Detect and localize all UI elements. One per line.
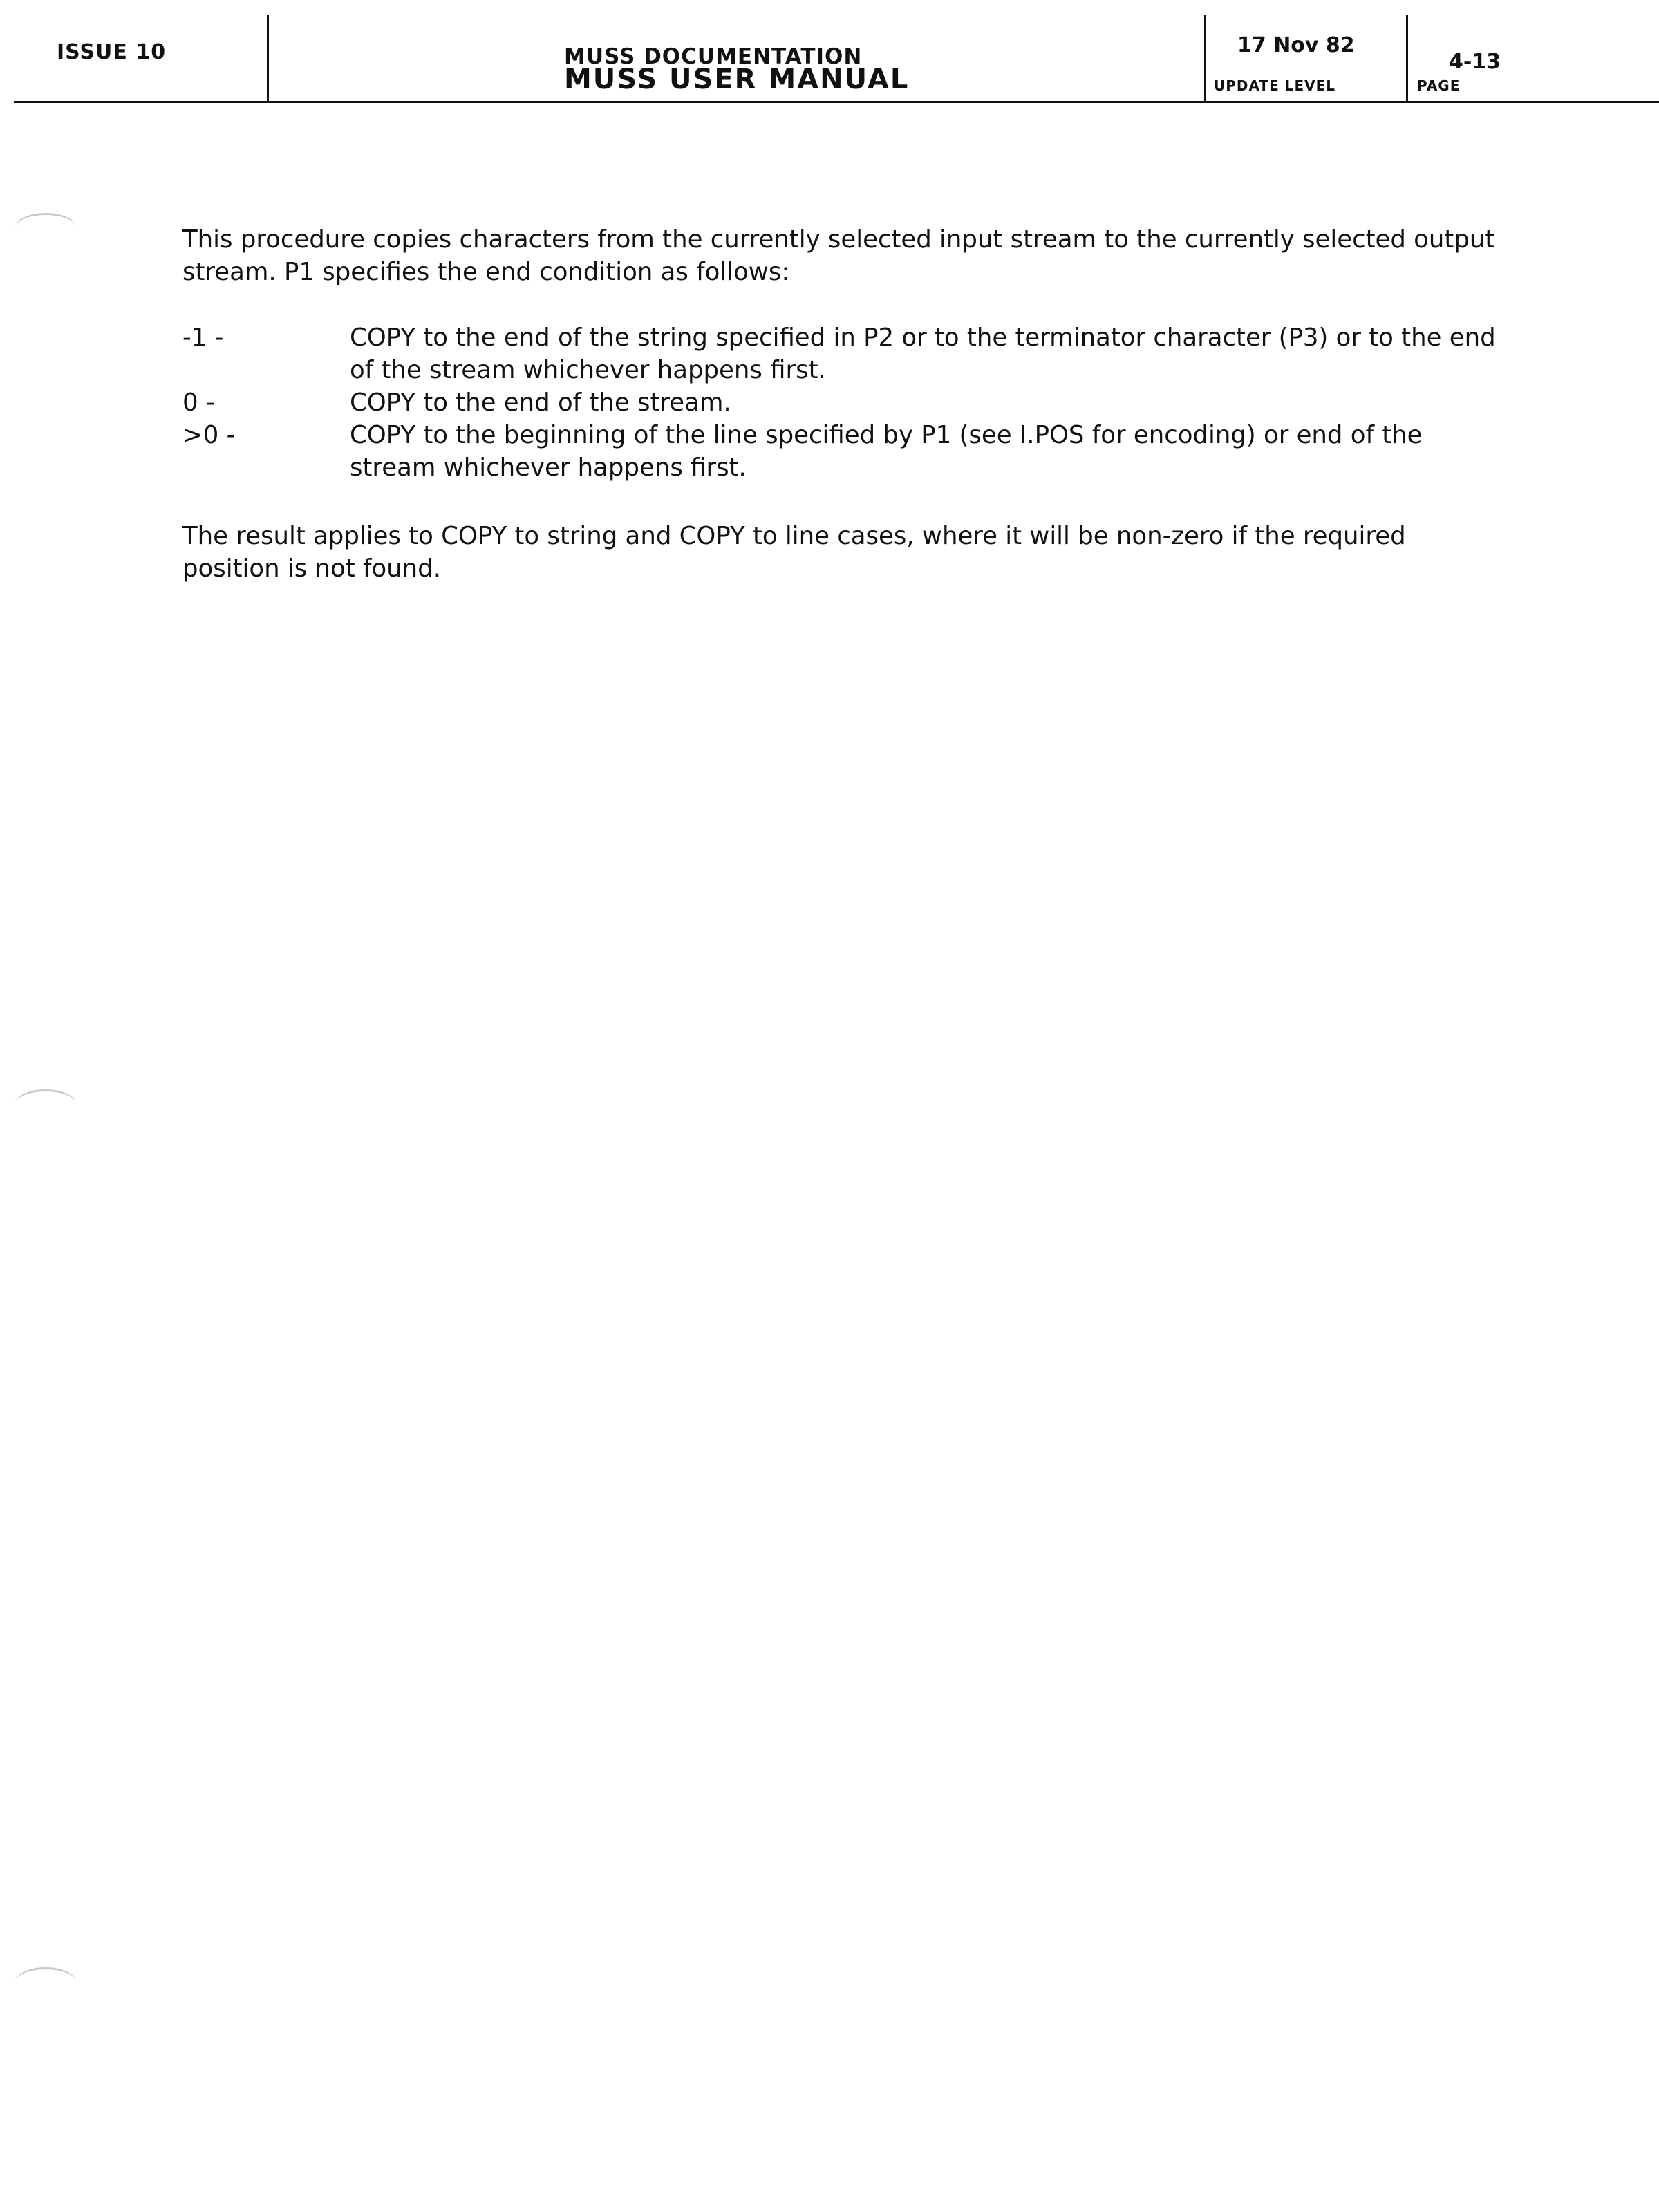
header-divider <box>1204 15 1206 102</box>
list-item <box>182 386 1496 419</box>
page-number: 4-13 <box>1449 50 1501 74</box>
header-rule <box>14 101 1659 103</box>
issue-label: ISSUE 10 <box>57 40 167 64</box>
update-date: 17 Nov 82 <box>1237 33 1355 57</box>
list-item <box>182 419 1496 484</box>
header-divider <box>1406 15 1408 102</box>
condition-description: COPY to the end of the string specified in P2 or to the terminator character (P3) or to the end of the stream whichever happens first. <box>350 324 1496 384</box>
result-paragraph: The result applies to COPY to string and COPY to line cases, where it will be non-zero if the required position is not found. <box>182 522 1406 583</box>
documentation-title: MUSS DOCUMENTATION <box>564 44 863 69</box>
header-divider <box>267 15 269 102</box>
punch-hole-mark <box>15 213 76 243</box>
list-item <box>182 321 1496 386</box>
intro-paragraph: This procedure copies characters from the currently selected input stream to the currently selected output stream. P1 specifies the end condition as follows: <box>182 225 1495 286</box>
page-header <box>0 0 1659 104</box>
condition-key: -1 - <box>182 324 224 352</box>
page-label: PAGE <box>1417 77 1461 94</box>
condition-key: >0 - <box>182 421 236 449</box>
punch-hole-mark <box>15 1089 76 1119</box>
punch-hole-mark <box>15 1967 76 1997</box>
end-condition-list <box>182 321 1496 484</box>
condition-description: COPY to the end of the stream. <box>350 388 731 417</box>
manual-title: MUSS USER MANUAL <box>564 64 910 95</box>
condition-description: COPY to the beginning of the line specified by P1 (see I.POS for encoding) or end of the stream whichever happens first. <box>350 421 1423 482</box>
condition-key: 0 - <box>182 388 215 417</box>
update-level-label: UPDATE LEVEL <box>1214 77 1335 94</box>
